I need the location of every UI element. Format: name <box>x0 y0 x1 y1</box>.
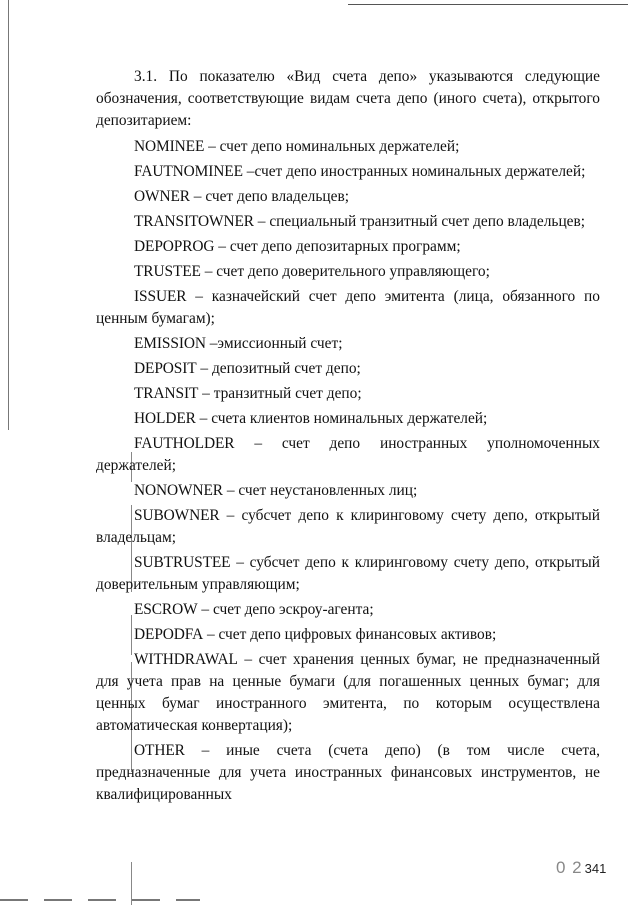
account-type-list <box>96 136 600 806</box>
scan-border-left <box>8 0 9 430</box>
account-type-description: – счет неустановленных лиц; <box>222 482 418 499</box>
account-type-item <box>96 408 600 430</box>
account-type-description: – специальный транзитный счет депо владельцев; <box>253 213 586 230</box>
account-type-description: – счет депо цифровых финансовых активов; <box>203 626 497 643</box>
account-type-item <box>96 186 600 208</box>
account-type-item <box>96 286 600 330</box>
scan-border-bottom <box>0 899 200 901</box>
account-type-code: HOLDER <box>134 410 196 427</box>
account-type-item <box>96 480 600 502</box>
account-type-description: – субсчет депо к клиринговому счету депо, открытый доверительным управляющим; <box>96 554 600 593</box>
account-type-item <box>96 552 600 596</box>
account-type-description: – счет депо эскроу-агента; <box>197 601 374 618</box>
account-type-item <box>96 136 600 158</box>
account-type-code: SUBTRUSTEE <box>134 554 231 571</box>
account-type-item <box>96 505 600 549</box>
account-type-description: – транзитный счет депо; <box>198 385 362 402</box>
account-type-description: – субсчет депо к клиринговому счету депо, открытый владельцам; <box>96 507 600 546</box>
account-type-code: TRUSTEE <box>134 263 201 280</box>
account-type-code: EMISSION <box>134 335 206 352</box>
account-type-description: – счет депо номинальных держателей; <box>204 138 460 155</box>
account-type-item <box>96 358 600 380</box>
account-type-item <box>96 383 600 405</box>
margin-mark <box>131 862 132 905</box>
account-type-code: DEPODFA <box>134 626 204 643</box>
account-type-description: –эмиссионный счет; <box>205 335 343 352</box>
account-type-item <box>96 261 600 283</box>
account-type-description: – счета клиентов номинальных держателей; <box>195 410 488 427</box>
account-type-item <box>96 740 600 806</box>
account-type-code: OWNER <box>134 188 190 205</box>
account-type-code: DEPOPROG <box>134 238 215 255</box>
account-type-item <box>96 599 600 621</box>
account-type-description: – депозитный счет депо; <box>196 360 361 377</box>
account-type-description: – счет депо доверительного управляющего; <box>200 263 490 280</box>
account-type-code: ISSUER <box>134 288 187 305</box>
account-type-item <box>96 433 600 477</box>
account-type-code: TRANSIT <box>134 385 199 402</box>
account-type-code: NONOWNER <box>134 482 223 499</box>
account-type-description: –счет депо иностранных номинальных держателей; <box>242 163 586 180</box>
document-body <box>96 66 600 809</box>
page-stamp-mark: 0 2 <box>556 858 583 877</box>
account-type-item <box>96 333 600 355</box>
account-type-item <box>96 624 600 646</box>
account-type-code: OTHER <box>134 742 185 759</box>
account-type-code: ESCROW <box>134 601 198 618</box>
account-type-code: TRANSITOWNER <box>134 213 254 230</box>
account-type-code: DEPOSIT <box>134 360 197 377</box>
page-number-block <box>556 858 606 878</box>
account-type-item <box>96 211 600 233</box>
account-type-code: FAUTNOMINEE <box>134 163 243 180</box>
account-type-description: – счет депо депозитарных программ; <box>214 238 461 255</box>
account-type-code: FAUTHOLDER <box>134 435 235 452</box>
account-type-item <box>96 649 600 737</box>
account-type-code: SUBOWNER <box>134 507 220 524</box>
account-type-description: – иные счета (счета депо) (в том числе счета, предназначенные для учета иностранных финансовых инструментов, не квалифицированных <box>96 742 600 803</box>
account-type-description: – казначейский счет депо эмитента (лица, обязанного по ценным бумагам); <box>96 288 600 327</box>
account-type-description: – счет депо владельцев; <box>189 188 349 205</box>
account-type-code: NOMINEE <box>134 138 205 155</box>
scan-border-top <box>348 4 628 5</box>
account-type-description: – счет депо иностранных уполномоченных держателей; <box>96 435 600 474</box>
page-number: 341 <box>584 861 607 876</box>
account-type-description: – счет хранения ценных бумаг, не предназначенный для учета прав на ценные бумаги (для погашенных ценных бумаг; для ценных бумаг иностранного эмитента, по которым осуществлена автоматическая конвертация); <box>96 651 600 734</box>
account-type-code: WITHDRAWAL <box>134 651 238 668</box>
account-type-item <box>96 161 600 183</box>
intro-paragraph: 3.1. По показателю «Вид счета депо» указываются следующие обозначения, соответствующие видам счета депо (иного счета), открытого депозитарием: <box>96 68 600 129</box>
account-type-item <box>96 236 600 258</box>
